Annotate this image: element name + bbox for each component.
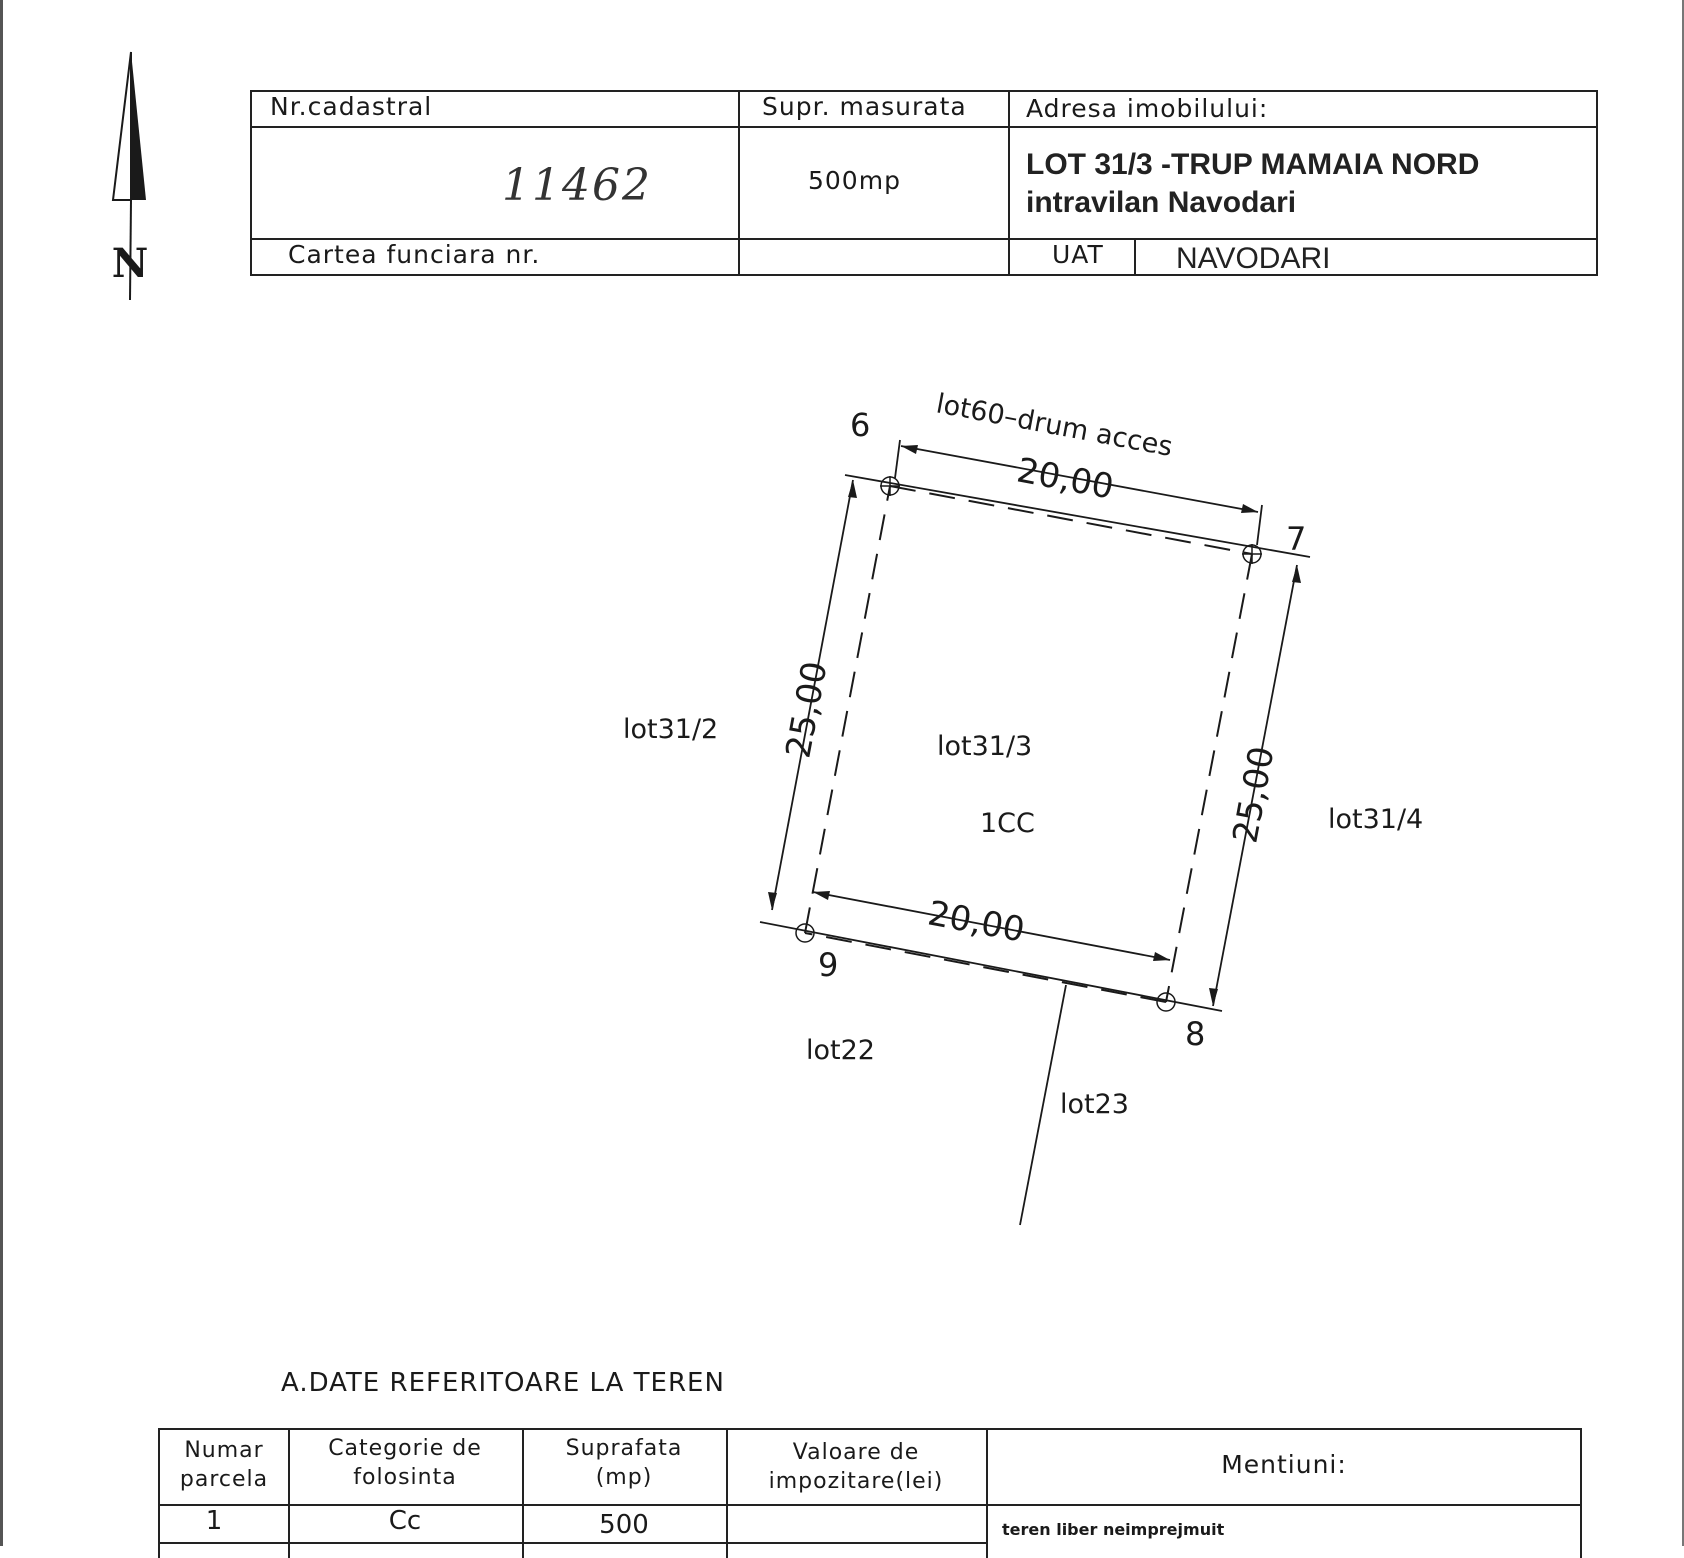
adresa-line2: intravilan Navodari [1026, 186, 1297, 219]
row-categorie: Cc [388, 1506, 422, 1536]
header-suprafata: Suprafata (mp) [565, 1436, 683, 1490]
nr-cadastral-label: Nr.cadastral [270, 92, 433, 121]
right-lot-label: lot31/4 [1328, 804, 1424, 835]
dimension-arrowheads [768, 445, 1301, 1006]
center-code-label: 1CC [980, 808, 1035, 839]
row-suprafata: 500 [599, 1510, 649, 1540]
supr-label: Supr. masurata [762, 92, 967, 121]
dim-left: 25,00 [778, 658, 836, 762]
dim-bottom: 20,00 [924, 893, 1028, 951]
header-valoare: Valoare de impozitare(lei) [768, 1440, 944, 1494]
supr-value: 500mp [808, 166, 901, 195]
header-mentiuni: Mentiuni: [1221, 1450, 1347, 1479]
table-row-divider [160, 1542, 986, 1544]
uat-value: NAVODARI [1176, 242, 1331, 275]
nr-cadastral-value: 11462 [502, 160, 652, 211]
adresa-label: Adresa imobilului: [1026, 94, 1269, 123]
section-title: A.DATE REFERITOARE LA TEREN [281, 1368, 725, 1398]
point-label-8: 8 [1185, 1015, 1206, 1053]
north-arrow-icon [112, 52, 149, 300]
north-label: N [111, 240, 149, 287]
center-lot-label: lot31/3 [937, 731, 1033, 762]
dim-right: 25,00 [1225, 743, 1283, 847]
adresa-line1: LOT 31/3 -TRUP MAMAIA NORD [1026, 148, 1480, 181]
road-label: lot60–drum acces [933, 388, 1175, 463]
point-label-9: 9 [818, 946, 839, 984]
left-lot-label: lot31/2 [623, 714, 719, 745]
cartea-funciara-label: Cartea funciara nr. [288, 240, 541, 269]
header-categorie: Categorie de folosinta [328, 1436, 482, 1490]
point-label-6: 6 [850, 406, 871, 444]
dim-top: 20,00 [1013, 450, 1117, 508]
uat-label: UAT [1052, 240, 1104, 269]
row-numar: 1 [205, 1506, 223, 1536]
bottom-right-lot-label: lot23 [1060, 1089, 1129, 1120]
point-marker-6 [880, 476, 900, 496]
land-data-table [158, 1428, 1582, 1558]
point-label-7: 7 [1286, 520, 1307, 558]
header-numar: Numar parcela [179, 1438, 269, 1492]
row-mentiuni: teren liber neimprejmuit [1002, 1520, 1225, 1539]
bottom-left-lot-label: lot22 [806, 1035, 875, 1066]
